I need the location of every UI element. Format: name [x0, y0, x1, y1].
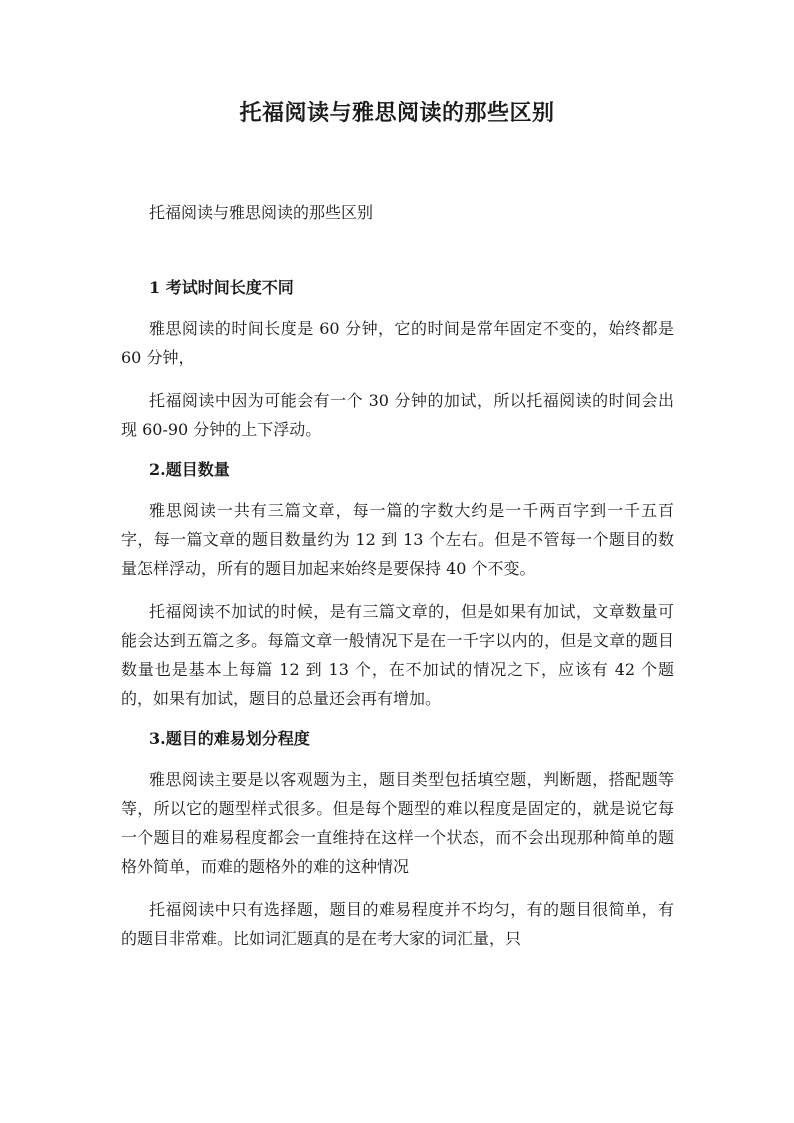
document-body — [121, 276, 674, 953]
paragraph: 托福阅读中因为可能会有一个 30 分钟的加试，所以托福阅读的时间会出现 60-90 分钟的上下浮动。 — [121, 391, 674, 439]
paragraph: 雅思阅读一共有三篇文章，每一篇的字数大约是一千两百字到一千五百字，每一篇文章的题目数量约为 12 到 13 个左右。但是不管每一个题目的数量怎样浮动，所有的题目加起来始终是要保持 40 个不变。 — [121, 501, 674, 578]
section-heading: 3.题目的难易划分程度 — [149, 729, 310, 748]
paragraph: 雅思阅读的时间长度是 60 分钟，它的时间是常年固定不变的，始终都是 60 分钟， — [121, 319, 674, 367]
page-subtitle: 托福阅读与雅思阅读的那些区别 — [149, 203, 374, 222]
page-title: 托福阅读与雅思阅读的那些区别 — [239, 100, 555, 126]
paragraph: 雅思阅读主要是以客观题为主，题目类型包括填空题，判断题，搭配题等等，所以它的题型样式很多。但是每个题型的难以程度是固定的，就是说它每一个题目的难易程度都会一直维持在这样一个状态，而不会出现那种简单的题格外简单，而难的题格外的难的这种情况 — [121, 770, 674, 876]
paragraph: 托福阅读不加试的时候，是有三篇文章的，但是如果有加试，文章数量可能会达到五篇之多。每篇文章一般情况下是在一千字以内的，但是文章的题目数量也是基本上每篇 12 到 13 个，在不加试的情况之下，应该有 42 个题的，如果有加试，题目的总量还会再有增加。 — [121, 602, 674, 708]
section-heading: 2.题目数量 — [149, 460, 230, 479]
paragraph: 托福阅读中只有选择题，题目的难易程度并不均匀，有的题目很简单，有的题目非常难。比如词汇题真的是在考大家的词汇量，只 — [121, 900, 674, 948]
section-heading: 1 考试时间长度不同 — [149, 278, 294, 297]
